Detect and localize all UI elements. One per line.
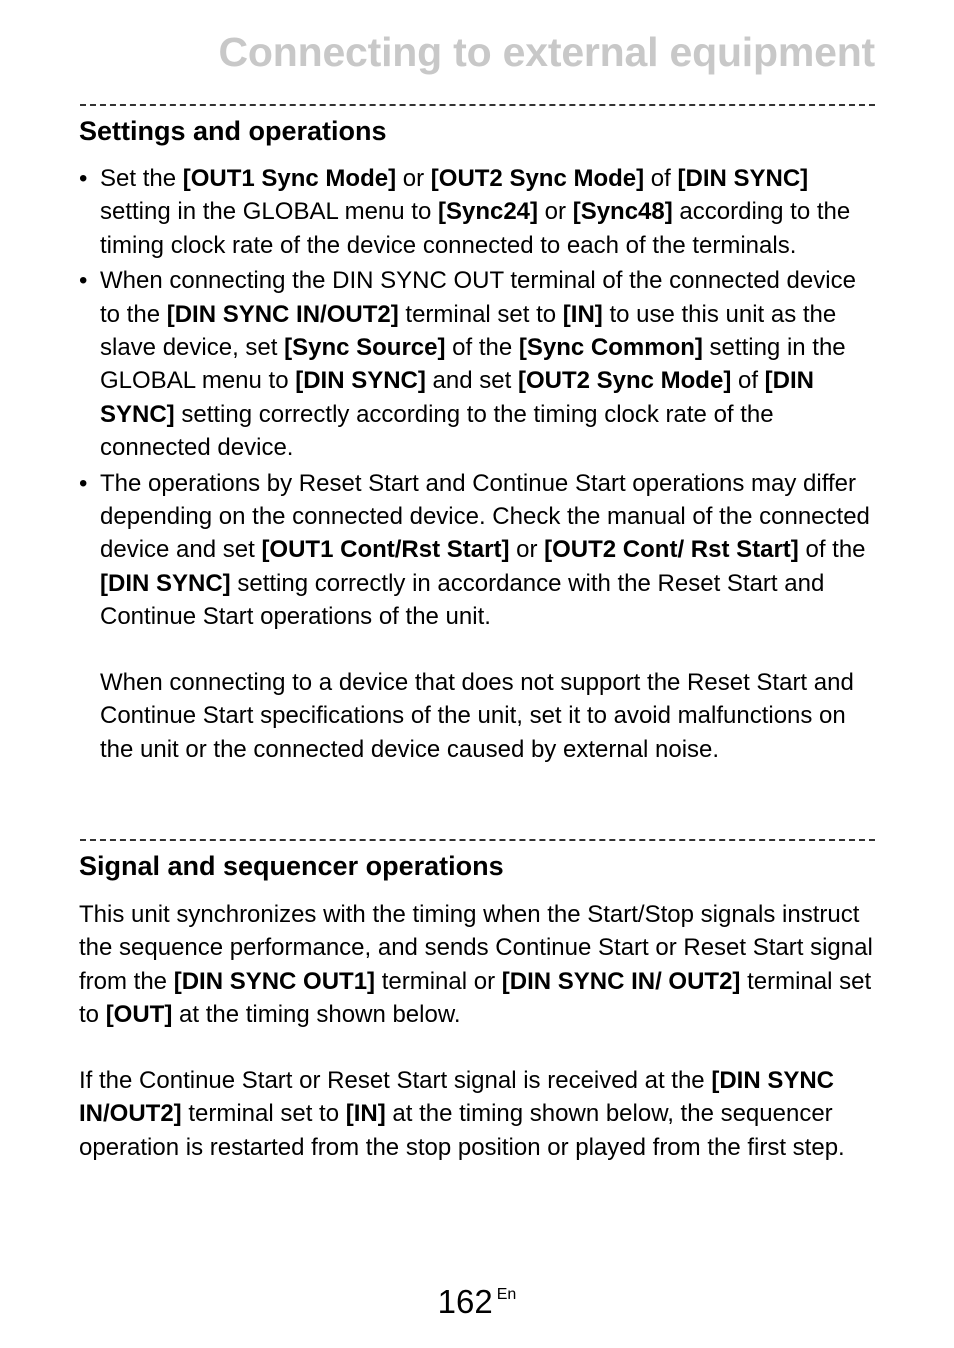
bold-term: [Sync48] (572, 198, 673, 226)
bold-term: [OUT2 Cont/ Rst Start] (544, 536, 799, 564)
bold-term: [Sync Common] (518, 333, 703, 361)
body-paragraph: If the Continue Start or Reset Start signal is received at the [DIN SYNC IN/OUT2] terminal set to [IN] at the timing shown below, the sequencer operation is restarted from the stop position or played from the first step. (79, 1067, 845, 1161)
language-label: En (496, 1286, 517, 1303)
bullet-item (79, 264, 879, 464)
bold-term: [DIN SYNC IN/OUT2] (166, 300, 399, 328)
bullet-list (79, 162, 879, 769)
bold-term: [OUT1 Cont/Rst Start] (261, 536, 510, 564)
section-divider (80, 104, 875, 106)
section-divider (80, 839, 875, 841)
section-heading-signal: Signal and sequencer operations (79, 851, 504, 881)
bold-term: [Sync24] (437, 198, 539, 226)
bold-term: [DIN SYNC IN/ OUT2] (501, 967, 741, 995)
bold-term: [DIN SYNC] (100, 569, 231, 597)
page-number: 162 (437, 1283, 493, 1320)
bold-term: [DIN SYNC OUT1] (173, 967, 376, 995)
page-title: Connecting to external equipment (218, 29, 875, 75)
bold-term: [IN] (345, 1100, 386, 1128)
bold-term: [OUT] (105, 1000, 173, 1028)
bold-term: [DIN SYNC] (100, 367, 814, 428)
bold-term: [OUT2 Sync Mode] (517, 367, 732, 395)
bold-term: [DIN SYNC] (295, 367, 426, 395)
bullet-item (79, 162, 879, 262)
bold-term: [DIN SYNC IN/OUT2] (79, 1067, 834, 1128)
bullet-item (79, 467, 879, 766)
bullet-text: • Set the [OUT1 Sync Mode] or [OUT2 Sync Mode] of [DIN SYNC] setting in the GLOBAL menu to [Sync24] or [Sync48] according to the timing clock rate of the device connected to each of the terminals. (100, 165, 851, 259)
bullet-extra-text: When connecting to a device that does not support the Reset Start and Continue Start specifications of the unit, set it to avoid malfunctions on the unit or the connected device caused by external noise. (100, 669, 854, 763)
bold-term: [IN] (562, 300, 603, 328)
section-body (79, 898, 879, 1164)
section-heading-settings: Settings and operations (79, 116, 387, 146)
body-paragraph: This unit synchronizes with the timing when the Start/Stop signals instruct the sequence performance, and sends Continue Start or Reset Start signal from the [DIN SYNC OUT1] terminal or [DIN SYNC IN/ OUT2] terminal set to [OUT] at the timing shown below. (79, 901, 873, 1028)
bold-term: [DIN SYNC] (677, 165, 809, 192)
bold-term: [OUT2 Sync Mode] (430, 165, 645, 192)
paragraph-gap (100, 633, 879, 666)
bold-term: [Sync Source] (284, 333, 446, 361)
bullet-text: • The operations by Reset Start and Continue Start operations may differ depending on the connected device. Check the manual of the connected device and set [OUT1 Cont/Rst Start] or [OUT2 Cont/ Rst Start] of the [DIN SYNC] setting correctly in accordance with the Reset Start and Continue Start operations of the unit. (100, 469, 870, 630)
bold-term: [OUT1 Sync Mode] (182, 165, 397, 192)
bullet-text: • When connecting the DIN SYNC OUT terminal of the connected device to the [DIN SYNC IN/OUT2] terminal set to [IN] to use this unit as the slave device, set [Sync Source] of the [Sync Common] setting in the GLOBAL menu to [DIN SYNC] and set [OUT2 Sync Mode] of [DIN SYNC] setting correctly according to the timing clock rate of the connected device. (100, 267, 856, 461)
paragraph-gap (79, 1031, 879, 1064)
page-footer (0, 1275, 954, 1322)
